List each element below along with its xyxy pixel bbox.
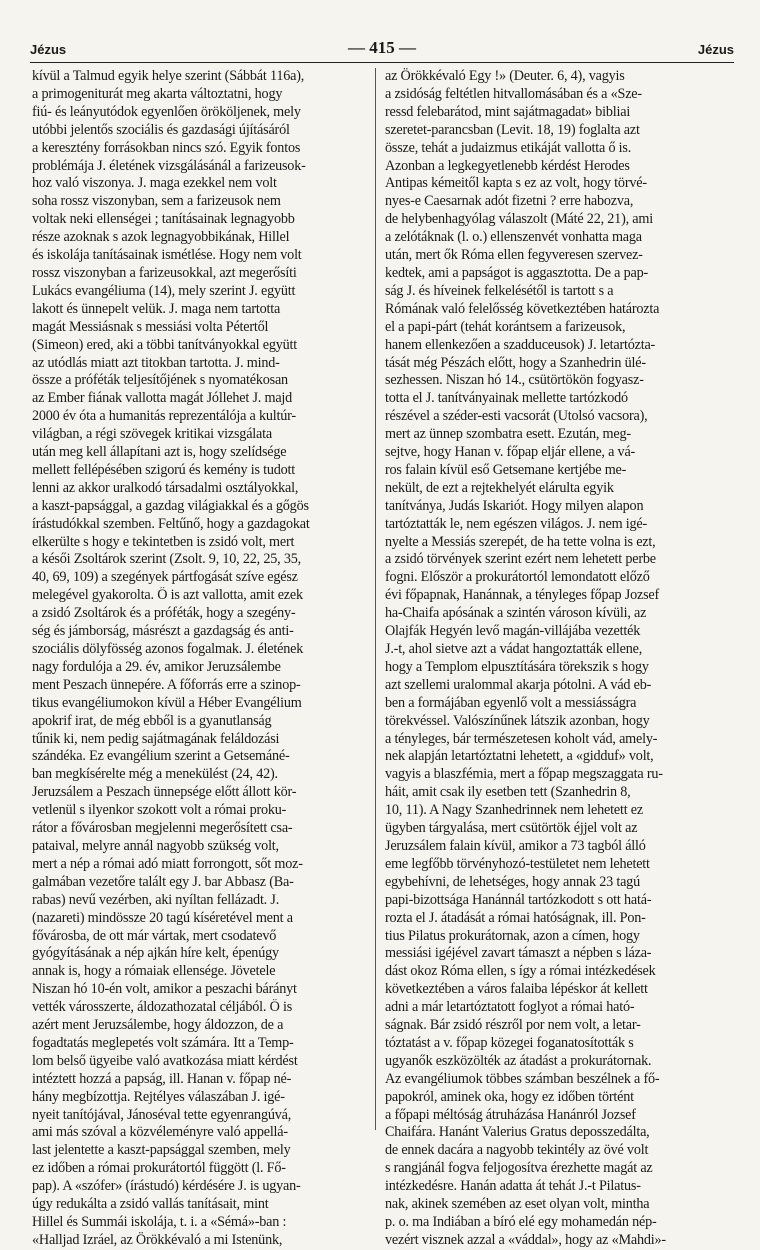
text-line: problémája J. életének vizsgálásánál a farizeusok- [32, 157, 306, 174]
text-line: last jelentette a kaszt-papsággal szemben, mely [32, 1142, 291, 1159]
text-line: hány megbízottja. Rejtélyes válaszában J. igé- [32, 1088, 285, 1105]
text-line: tanítványa, Judás Iskariót. Hogy milyen alapon [385, 497, 644, 514]
text-line: vagyis a blaszfémia, mert a főpap megszaggata ru- [385, 766, 663, 783]
text-line: a tényleges, bár természetesen koholt vád, amely- [385, 730, 658, 747]
text-line: gyógyításának a nép ajkán híre kelt, épenúgy [32, 945, 279, 962]
text-line: sejtve, hogy Hanan v. főpap eljár ellene, a vá- [385, 444, 636, 461]
text-line: hoz való viszonya. J. maga ezekkel nem volt [32, 175, 277, 192]
text-line: nyeit tanítójával, Jánoséval tette egyenrangúvá, [32, 1106, 292, 1123]
text-line: a primogeniturát meg akarta változtatni, hogy [32, 85, 283, 102]
text-line: messiási igéjével zavart támaszt a népben s láza- [385, 945, 652, 962]
text-line: papokról, aminek oka, hogy ez időben történt [385, 1088, 634, 1105]
text-line: 10, 11). A Nagy Szanhedrinnek nem lehetett ez [385, 802, 643, 819]
text-line: nek alapján letartóztatni lehetett, a «gidduf» volt, [385, 748, 654, 765]
text-line: fogadtatás meglepetés volt számára. Itt a Temp- [32, 1034, 294, 1051]
text-line: a késői Zsoltárok szerint (Zsolt. 9, 10, 22, 25, 35, [32, 551, 301, 568]
text-line: a zsidó törvények szerint ezért nem lehetett perbe [385, 551, 656, 568]
text-line: törekvéssel. Valószínűnek látszik azonban, hogy [385, 712, 650, 729]
text-line: rabas) nevű vezérben, aki nyíltan fellázadt. J. [32, 891, 280, 908]
text-line: a főpapi méltóság átruházása Hanánról Jozsef [385, 1106, 636, 1123]
text-line: ros falain kívül eső Getsemane kertjébe me- [385, 461, 627, 478]
text-line: Antipas kémeitől kapta s ez az volt, hogy törvé- [385, 175, 647, 192]
text-line: «Halljad Izráel, az Örökkévaló a mi Istenünk, [32, 1231, 283, 1248]
text-line: következtében a város falaiba lépéskor át kellett [385, 981, 648, 998]
text-line: (Simeon) ered, aki a többi tanítványokkal együtt [32, 336, 298, 353]
text-line: írástudókkal szemben. Feltűnő, hogy a gazdagokat [32, 515, 310, 532]
text-line: intéztett hozzá a papság, ill. Hanan v. főpap né- [32, 1070, 292, 1087]
text-line: össze a próféták teljesítőjének s nyomatékosan [32, 372, 288, 389]
text-line: pataival, melyre annál nagyobb szükség volt, [32, 837, 279, 854]
text-line: ez időben a római prokurátortól függött (l. Fő- [32, 1160, 286, 1177]
text-line: vették városszerte, áldozathozatal céljából. Ő is [32, 999, 293, 1016]
text-line: Olajfák Hegyén levő magán-villájába vezették [385, 623, 641, 640]
text-line: de helybenhagyólag válaszolt (Máté 22, 21), ami [385, 211, 653, 228]
text-line: Hillel és Summái iskolája, t. i. a «Sémá»-ban : [32, 1214, 287, 1230]
text-line: J.-t, ahol sietve azt a vádat hangoztatták ellene, [385, 641, 643, 657]
text-line: úgy redukálta a zsidó vallás tanításait, mint [32, 1196, 269, 1213]
text-line: totta el J. tanítványainak mellette tartózkodó [385, 390, 628, 407]
text-line: nyes-e Caesarnak adót fizetni ? erre habozva, [385, 193, 634, 210]
text-line: sezhessen. Niszan hó 14., csütörtökön fogyasz- [385, 372, 644, 389]
text-line: Niszan hó 10-én volt, amikor a peszachi bárányt [32, 981, 297, 998]
text-line: szociális dölyfösség azonos fogalmak. J. életének [32, 641, 304, 657]
text-line: Lukács evangéliuma (14), mely szerint J. együtt [32, 282, 296, 299]
text-line: hanem ellenkezően a szadduceusok) J. letartózta- [385, 336, 656, 353]
text-line: tását még Pészách előtt, hogy a Szanhedrin ülé- [385, 354, 646, 371]
text-line: nagy fordulója a 29. év, amikor Jeruzsálembe [32, 658, 281, 675]
running-header [30, 38, 734, 60]
text-line: évi főpapnak, Hanánnak, a tényleges főpap Jozsef [385, 587, 660, 604]
text-line: voltak neki ellenségei ; tanításainak legnagyobb [32, 211, 295, 228]
text-line: el a papi-párt (tehát korántsem a farizeusok, [385, 318, 626, 335]
text-line: része azoknak s azok legnagyobbikának, Hillel [32, 229, 290, 246]
text-line: ség és jámborság, másrészt a gazdagság és anti- [32, 623, 294, 640]
text-line: vezért visznek azzal a «váddal», hogy az «Mahdi»- [385, 1231, 666, 1248]
text-line: ban megkísérelte még a menekülést (24, 42). [32, 766, 278, 783]
text-line: vetlenül s ilyenkor szokott volt a római proku- [32, 802, 287, 819]
text-line: ugyanők eszközölték az átadást a prokurátornak. [385, 1052, 652, 1069]
text-line: pap). A «szófer» (írástudó) kérdésére J. is ugyan- [32, 1178, 301, 1195]
text-line: a zsidó Zsoltárok és a próféták, hogy a szegény- [32, 605, 296, 622]
text-line: tikus evangéliumokon kívül a Héber Evangélium [32, 694, 302, 711]
text-line: Azonban a legkegyetlenebb kérdést Herodes [385, 157, 630, 174]
header-left-word: Jézus [30, 42, 67, 57]
text-line: az Örökkévaló Egy !» (Deuter. 6, 4), vagyis [385, 68, 625, 84]
text-line: világban, a régi szövegek kritikai vizsgálata [32, 426, 272, 443]
text-line: ment Peszach ünnepére. A főforrás erre a szinop- [32, 676, 301, 693]
text-line: azt szellemi uralommal akarja pótolni. A vád eb- [385, 676, 652, 693]
text-line: egybehívni, de lehetséges, hogy annak 23 tagú [385, 873, 640, 890]
text-line: mellett fellépésében szigorú és kemény is tudott [32, 461, 296, 478]
text-line: tűnik ki, nem pedig sajátmagának feláldozási [32, 730, 280, 747]
text-line: melegével gyakorolta. Ő is azt vallotta, amit ezek [32, 587, 303, 604]
text-line: galmában vezetőre talált egy J. bar Abbasz (Ba- [32, 873, 294, 890]
text-line: lenni az akkor uralkodó társadalmi osztályokkal, [32, 479, 299, 496]
text-line: ságnak. Bár zsidó részről por nem volt, a letar- [385, 1017, 641, 1034]
column-divider [375, 68, 376, 1130]
text-line: adni a már letartóztatott foglyot a római ható- [385, 999, 635, 1016]
text-line: nekült, de ezt a rejtekhelyét elárulta egyik [385, 479, 614, 496]
text-line: s rangjánál fogva feljogosítva érezhette magát az [385, 1160, 653, 1177]
text-line: utóbbi jelentős szociális és gazdasági újításáról [32, 121, 290, 138]
text-line: nak, akinek szemében az eset olyan volt, mintha [385, 1196, 650, 1213]
text-line: ság J. és híveinek felkelésétől is tartott s a [385, 282, 614, 299]
text-line: azért ment Jeruzsálembe, hogy áldozzon, de a [32, 1017, 284, 1034]
text-line: kedtek, ami a papságot is aggasztotta. De a pap- [385, 264, 649, 281]
text-line: papi-bizottsága Hanánnál tartózkodott s ott hatá- [385, 891, 652, 908]
text-line: háit, amit csak ily esetben tett (Szanhedrin 8, [385, 784, 631, 801]
text-line: eme legfőbb törvényhozó-testületet nem lehetett [385, 855, 650, 872]
text-line: kívül a Talmud egyik helye szerint (Sábbát 116a), [32, 68, 305, 84]
text-line: a zsidóság feltétlen hitvallomásában és a «Sze- [385, 85, 642, 102]
text-line: és iskolája tanításainak ismétlése. Hogy nem volt [32, 247, 302, 264]
text-line: Jeruzsálem falain kívül, amikor a 73 tagból álló [385, 837, 646, 854]
text-line: lakott és ünnepelt velük. J. maga nem tartotta [32, 300, 281, 317]
page-number: — 415 — [348, 38, 416, 57]
text-line: dást okoz Róma ellen, s így a római intézkedések [385, 963, 656, 980]
text-line: nyelte a Messiás szerepét, de ha tette volna is ezt, [385, 533, 656, 550]
text-line: után, mert ők Róma ellen fegyveresen szervez- [385, 247, 643, 264]
text-line: magát Messiásnak s messiási volta Pétertől [32, 318, 269, 335]
text-line: a keresztény forrásokban nincs szó. Egyik fontos [32, 139, 301, 156]
text-line: szándéka. Ez evangélium szerint a Getsemáné- [32, 748, 290, 765]
text-line: elkerülte s hogy e tekintetben is zsidó volt, mert [32, 533, 295, 550]
text-line: (nazareti) mindössze 20 tagú kíséretével ment a [32, 909, 293, 926]
right-column [385, 68, 725, 1250]
text-line: annak is, hogy a rómaiak ellensége. Jövetele [32, 963, 276, 980]
left-column [32, 68, 372, 1250]
header-right-word: Jézus [697, 42, 734, 57]
text-line: ami más szóval a közvéleményre való appellá- [32, 1124, 288, 1141]
text-line: Jeruzsálem a Peszach ünnepsége előtt állott kör- [32, 784, 297, 801]
text-line: tius Pilatus prokurátornak, azon a címen, hogy [385, 927, 640, 944]
text-line: soha rossz viszonyban, sem a farizeusok nem [32, 193, 281, 210]
text-line: intézkedésre. Hanán adatta át tehát J.-t Pilatus- [385, 1178, 641, 1195]
text-line: a zelótáknak (l. o.) ellenszenvét vonhatta maga [385, 229, 642, 246]
text-line: apokrif irat, de még ebből is a gyanutlanság [32, 712, 272, 729]
text-line: ben a formájában egyenlő volt a messiásságra [385, 694, 637, 711]
text-line: részével a széder-esti vacsorát (Utolsó vacsora), [385, 408, 648, 425]
text-line: Az evangéliumok többes számban beszélnek a fő- [385, 1070, 660, 1087]
text-line: de ennek dacára a nagyobb tekintély az övé volt [385, 1142, 649, 1159]
text-line: fővárosba, de ott már vártak, mert csodatevő [32, 927, 277, 944]
text-line: 40, 69, 109) a szegények pártfogását szíve egész [32, 569, 298, 586]
text-line: rátor a fővárosban megjelenni megerősített csa- [32, 820, 293, 837]
text-line: mert az ünnep szombatra esett. Ezután, meg- [385, 426, 631, 443]
text-line: hogy a Templom elpusztítására törekszik s hogy [385, 658, 649, 675]
text-line: össze, tehát a judaizmus etikáját vallotta ő is. [385, 139, 632, 156]
text-line: az Ember fiának vallotta magát Jóllehet J. majd [32, 390, 293, 407]
text-line: ha-Chaifa apósának a szintén városon kívüli, az [385, 605, 647, 622]
text-line: ressd felebarátod, mint sajátmagadat» bibliai [385, 103, 631, 120]
text-line: szeretet-parancsban (Levit. 18, 19) foglalta azt [385, 121, 640, 138]
text-line: fogni. Először a prokurátortól lemondatott előző [385, 569, 650, 586]
text-line: ügyben tárgyalása, mert csütörtök éjjel volt az [385, 820, 638, 837]
text-line: Chaifára. Hanánt Valerius Gratus deposszedálta, [385, 1124, 650, 1141]
text-line: 2000 év óta a humanitás reprezentálója a kultúr- [32, 408, 296, 425]
text-line: tartóztatták le, nem egészen világos. J. nem igé- [385, 515, 648, 532]
text-line: rossz viszonyban a farizeusokkal, azt megerősíti [32, 264, 297, 281]
text-line: mert a nép a római adó miatt forrongott, sőt moz- [32, 855, 303, 872]
text-line: a kaszt-papsággal, a gazdag világiakkal és a gőgös [32, 497, 309, 514]
text-line: rozta el J. átadását a római hatóságnak, ill. Pon- [385, 909, 646, 926]
header-rule [30, 62, 734, 63]
text-line: lom belső ügyeibe való avatkozása miatt kérdést [32, 1052, 298, 1069]
text-line: Rómának való felelősség következtében határozta [385, 300, 660, 317]
text-line: tóztatást a v. főpap közegei foganatosították s [385, 1034, 634, 1051]
text-line: után meg kell állapítani azt is, hogy szelídsége [32, 444, 287, 461]
text-line: az utódlás miatt azt titokban tartotta. J. mind- [32, 354, 280, 371]
text-line: fiú- és leányutódok egyenlően örököljenek, mely [32, 103, 301, 120]
text-line: p. o. ma Indiában a bíró elé egy mohamedán nép- [385, 1214, 657, 1230]
